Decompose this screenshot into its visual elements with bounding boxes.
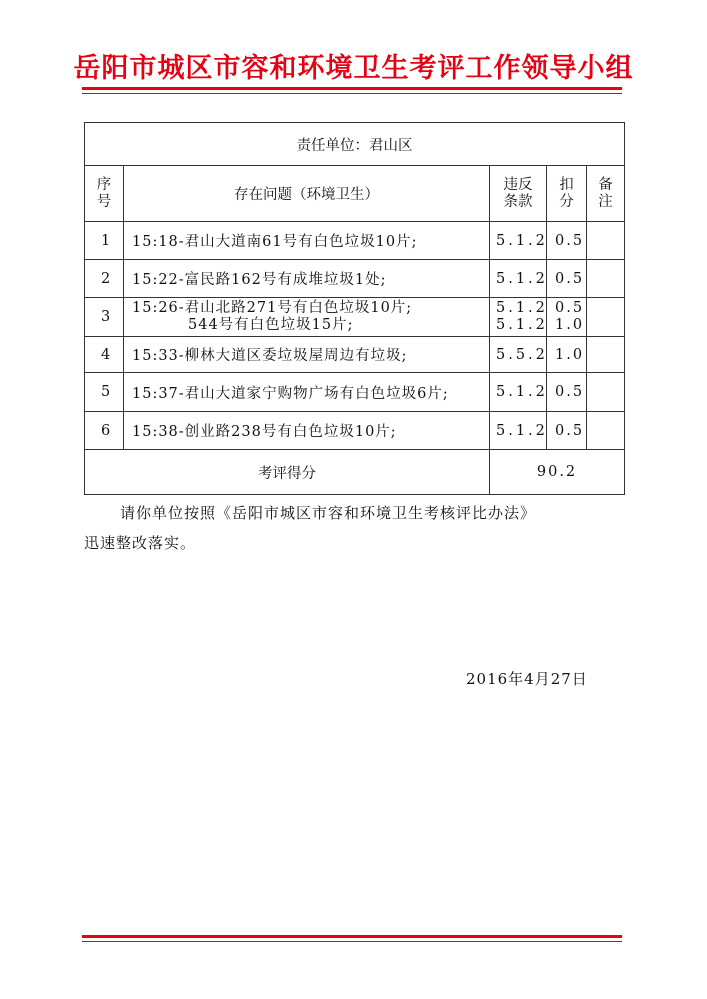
row-no: 2 bbox=[85, 260, 124, 298]
footer-thin-rule bbox=[82, 941, 622, 942]
row-issue: 15:33-柳林大道区委垃圾屋周边有垃圾; bbox=[124, 337, 490, 373]
col-no-line1: 序 bbox=[96, 176, 112, 193]
col-no-header bbox=[85, 166, 124, 222]
row-clause bbox=[490, 298, 547, 337]
row-deduct-line2: 1.0 bbox=[555, 317, 585, 333]
row-remark bbox=[587, 337, 625, 373]
row-issue-line2: 544号有白色垃圾15片; bbox=[188, 317, 354, 333]
header-thick-rule bbox=[82, 87, 622, 90]
notice-line2: 迅速整改落实。 bbox=[84, 534, 197, 552]
row-remark bbox=[587, 260, 625, 298]
col-clause-line1: 违反 bbox=[503, 176, 533, 193]
table-row bbox=[85, 222, 625, 260]
col-clause-line2: 条款 bbox=[503, 193, 533, 210]
col-deduct-line1: 扣 bbox=[559, 176, 574, 193]
row-deduct: 0.5 bbox=[547, 260, 587, 298]
row-clause-line2: 5.1.2 bbox=[496, 317, 548, 333]
row-issue bbox=[124, 298, 490, 337]
row-remark bbox=[587, 412, 625, 450]
col-no-line2: 号 bbox=[96, 193, 112, 210]
row-issue: 15:38-创业路238号有白色垃圾10片; bbox=[124, 412, 490, 450]
table-row bbox=[85, 260, 625, 298]
row-no: 3 bbox=[85, 298, 124, 337]
score-row bbox=[85, 450, 625, 495]
row-no: 4 bbox=[85, 337, 124, 373]
row-deduct: 0.5 bbox=[547, 222, 587, 260]
col-clause-header bbox=[490, 166, 547, 222]
col-remark-header bbox=[587, 166, 625, 222]
col-deduct-line2: 分 bbox=[559, 193, 574, 210]
row-deduct: 1.0 bbox=[547, 337, 587, 373]
footer-thick-rule bbox=[82, 935, 622, 938]
table-row bbox=[85, 373, 625, 412]
notice-line1: 请你单位按照《岳阳市城区市容和环境卫生考核评比办法》 bbox=[120, 504, 537, 522]
col-deduct-header bbox=[547, 166, 587, 222]
row-issue: 15:22-富民路162号有成堆垃圾1处; bbox=[124, 260, 490, 298]
row-clause: 5.1.2 bbox=[490, 260, 547, 298]
responsible-unit: 责任单位：君山区 bbox=[85, 123, 625, 166]
row-deduct bbox=[547, 298, 587, 337]
row-issue: 15:37-君山大道家宁购物广场有白色垃圾6片; bbox=[124, 373, 490, 412]
table-row bbox=[85, 298, 625, 337]
row-clause: 5.1.2 bbox=[490, 412, 547, 450]
header-row bbox=[85, 166, 625, 222]
row-clause-line1: 5.1.2 bbox=[496, 300, 548, 316]
score-value: 90.2 bbox=[490, 450, 625, 495]
row-no: 5 bbox=[85, 373, 124, 412]
row-issue: 15:18-君山大道南61号有白色垃圾10片; bbox=[124, 222, 490, 260]
row-clause: 5.5.2 bbox=[490, 337, 547, 373]
col-remark-line2: 注 bbox=[598, 193, 613, 210]
row-clause: 5.1.2 bbox=[490, 222, 547, 260]
table-row bbox=[85, 412, 625, 450]
header-thin-rule bbox=[82, 93, 622, 94]
score-label: 考评得分 bbox=[85, 450, 490, 495]
row-deduct: 0.5 bbox=[547, 373, 587, 412]
col-remark-line1: 备 bbox=[598, 176, 613, 193]
row-issue-line1: 15:26-君山北路271号有白色垃圾10片; bbox=[132, 300, 413, 316]
unit-row bbox=[85, 123, 625, 166]
notice-paragraph bbox=[84, 498, 624, 558]
table-row bbox=[85, 337, 625, 373]
row-clause: 5.1.2 bbox=[490, 373, 547, 412]
row-deduct: 0.5 bbox=[547, 412, 587, 450]
row-deduct-line1: 0.5 bbox=[555, 300, 585, 316]
document-title: 岳阳市城区市容和环境卫生考评工作领导小组 bbox=[73, 53, 634, 84]
row-remark bbox=[587, 298, 625, 337]
col-issue-header: 存在问题（环境卫生） bbox=[124, 166, 490, 222]
row-no: 1 bbox=[85, 222, 124, 260]
inspection-table bbox=[84, 122, 625, 495]
row-no: 6 bbox=[85, 412, 124, 450]
row-remark bbox=[587, 373, 625, 412]
issue-date: 2016年4月27日 bbox=[466, 670, 588, 688]
row-remark bbox=[587, 222, 625, 260]
